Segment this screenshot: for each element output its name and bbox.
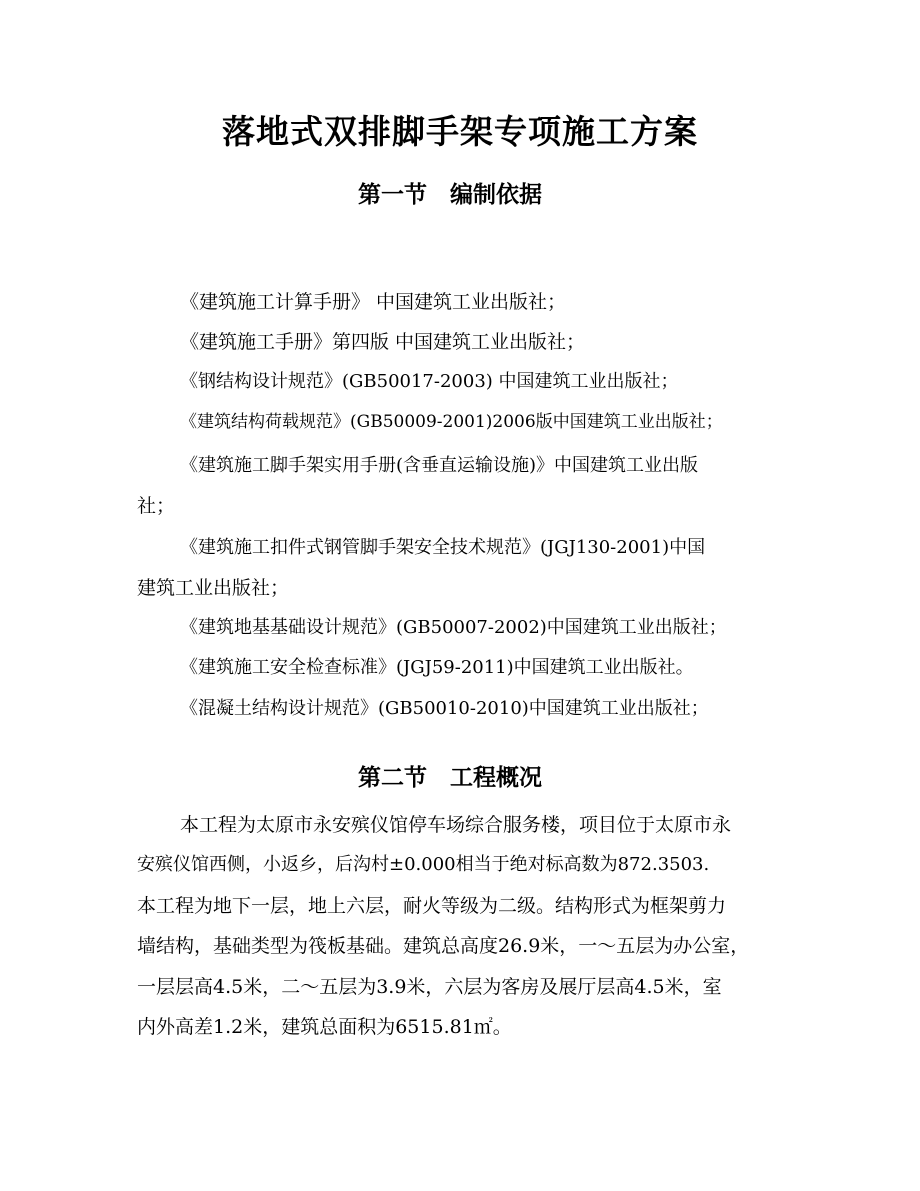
reference-line: 《建筑地基基础设计规范》(GB50007-2002)中国建筑工业出版社； — [180, 617, 727, 638]
overview-line: 本工程为太原市永安殡仪馆停车场综合服务楼，项目位于太原市永 — [180, 814, 732, 836]
reference-line: 《建筑施工手册》第四版 中国建筑工业出版社； — [180, 331, 586, 353]
overview-line: 一层层高4.5米，二～五层为3.9米，六层为客房及展厅层高4.5米，室 — [137, 976, 722, 998]
overview-line: 墙结构，基础类型为筏板基础。建筑总高度26.9米，一～五层为办公室， — [137, 935, 750, 957]
reference-line: 《建筑施工扣件式钢管脚手架安全技术规范》(JGJ130-2001)中国 — [180, 537, 706, 558]
reference-line: 《建筑施工安全检查标准》(JGJ59-2011)中国建筑工业出版社。 — [180, 657, 694, 678]
document-title: 落地式双排脚手架专项施工方案 — [222, 112, 698, 151]
overview-line: 本工程为地下一层，地上六层，耐火等级为二级。结构形式为框架剪力 — [137, 895, 727, 917]
reference-line: 《建筑结构荷载规范》(GB50009-2001)2006版中国建筑工业出版社； — [180, 412, 723, 432]
reference-line: 《建筑施工脚手架实用手册(含垂直运输设施)》中国建筑工业出版 — [180, 455, 699, 476]
overview-line: 内外高差1.2米，建筑总面积为6515.81㎡。 — [137, 1016, 512, 1038]
overview-line: 安殡仪馆西侧，小返乡，后沟村±0.000相当于绝对标高数为872.3503. — [137, 854, 710, 875]
reference-line-continued: 社； — [137, 495, 176, 517]
section-heading-basis: 第一节 编制依据 — [358, 182, 542, 208]
reference-line-continued: 建筑工业出版社； — [137, 577, 290, 599]
reference-line: 《钢结构设计规范》(GB50017-2003) 中国建筑工业出版社； — [180, 371, 679, 392]
reference-line: 《建筑施工计算手册》 中国建筑工业出版社； — [180, 291, 567, 313]
reference-line: 《混凝土结构设计规范》(GB50010-2010)中国建筑工业出版社； — [180, 698, 709, 719]
section-heading-overview: 第二节 工程概况 — [358, 765, 542, 791]
